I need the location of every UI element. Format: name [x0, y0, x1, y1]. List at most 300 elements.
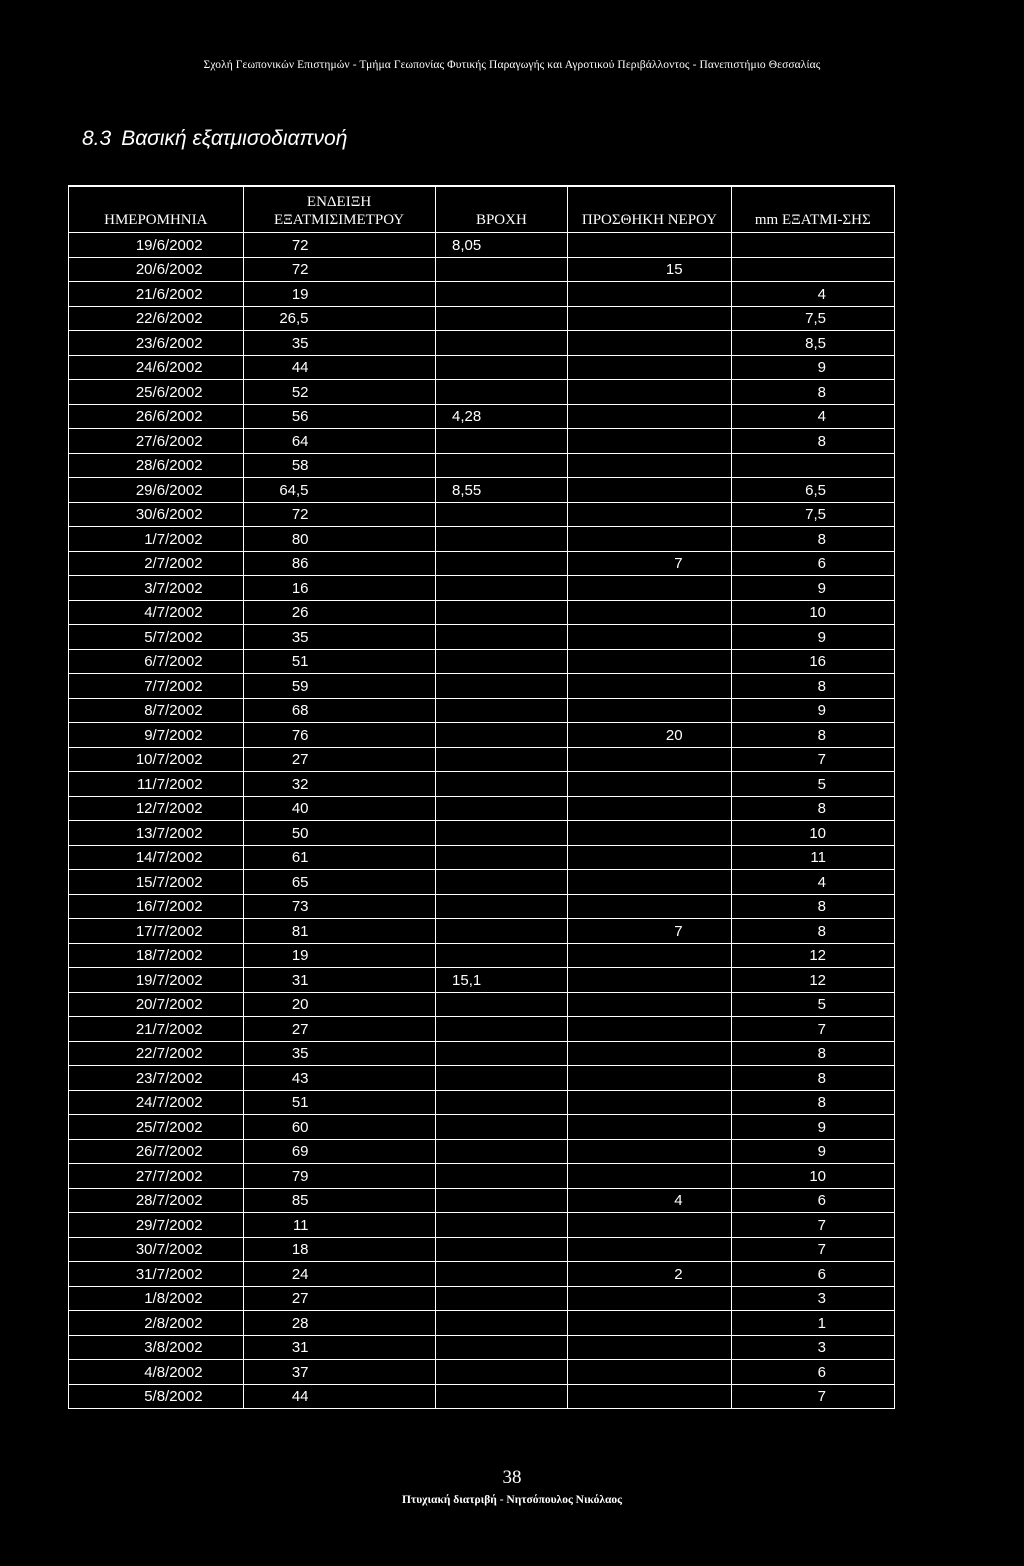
table-row — [69, 747, 895, 772]
evaporation-mm-cell: 4 — [731, 282, 894, 307]
evaporimeter-reading-cell: 51 — [243, 1090, 435, 1115]
evaporation-mm-cell: 6 — [731, 1262, 894, 1287]
rain-cell — [435, 1041, 568, 1066]
evaporation-mm-cell: 7,5 — [731, 502, 894, 527]
date-cell: 25/7/2002 — [69, 1115, 244, 1140]
rain-cell — [435, 698, 568, 723]
rain-cell — [435, 649, 568, 674]
date-cell: 3/8/2002 — [69, 1335, 244, 1360]
evaporimeter-reading-cell: 80 — [243, 527, 435, 552]
date-cell: 11/7/2002 — [69, 772, 244, 797]
evaporimeter-reading-cell: 35 — [243, 1041, 435, 1066]
evaporation-mm-cell: 8 — [731, 674, 894, 699]
table-row — [69, 772, 895, 797]
rain-cell — [435, 894, 568, 919]
evaporation-mm-cell: 9 — [731, 355, 894, 380]
table-row — [69, 306, 895, 331]
evaporation-mm-cell: 9 — [731, 698, 894, 723]
rain-cell — [435, 502, 568, 527]
evaporimeter-reading-cell: 20 — [243, 992, 435, 1017]
date-cell: 15/7/2002 — [69, 870, 244, 895]
table-row — [69, 1164, 895, 1189]
water-added-cell — [568, 870, 731, 895]
table-row — [69, 600, 895, 625]
evaporation-mm-cell: 7 — [731, 747, 894, 772]
water-added-cell — [568, 796, 731, 821]
date-cell: 28/6/2002 — [69, 453, 244, 478]
rain-cell — [435, 1213, 568, 1238]
table-row — [69, 894, 895, 919]
evaporimeter-reading-cell: 28 — [243, 1311, 435, 1336]
rain-cell — [435, 527, 568, 552]
table-row — [69, 943, 895, 968]
evaporation-mm-cell — [731, 257, 894, 282]
date-cell: 4/8/2002 — [69, 1360, 244, 1385]
rain-cell — [435, 576, 568, 601]
evaporimeter-reading-cell: 37 — [243, 1360, 435, 1385]
table-row — [69, 1188, 895, 1213]
water-added-cell — [568, 1335, 731, 1360]
evaporation-mm-cell: 4 — [731, 404, 894, 429]
evaporation-mm-cell: 8 — [731, 919, 894, 944]
evaporimeter-reading-cell: 64 — [243, 429, 435, 454]
table-row — [69, 649, 895, 674]
footer-text: Πτυχιακή διατριβή - Νητσόπουλος Νικόλαος — [401, 1494, 623, 1506]
water-added-cell: 4 — [568, 1188, 731, 1213]
evaporimeter-reading-cell: 16 — [243, 576, 435, 601]
rain-cell — [435, 796, 568, 821]
table-row — [69, 380, 895, 405]
evaporation-mm-cell: 11 — [731, 845, 894, 870]
evaporimeter-reading-cell: 27 — [243, 747, 435, 772]
water-added-cell — [568, 429, 731, 454]
page-number: 38 — [502, 1467, 522, 1488]
evaporimeter-reading-cell: 27 — [243, 1017, 435, 1042]
table-row — [69, 233, 895, 258]
date-cell: 19/6/2002 — [69, 233, 244, 258]
evaporation-mm-cell: 7 — [731, 1237, 894, 1262]
evaporation-mm-cell: 7,5 — [731, 306, 894, 331]
rain-cell: 8,55 — [435, 478, 568, 503]
date-cell: 24/6/2002 — [69, 355, 244, 380]
table-header-row — [69, 186, 895, 233]
date-cell: 12/7/2002 — [69, 796, 244, 821]
evaporation-mm-cell: 9 — [731, 576, 894, 601]
water-added-cell: 20 — [568, 723, 731, 748]
evaporation-mm-cell: 8 — [731, 1041, 894, 1066]
table-row — [69, 429, 895, 454]
water-added-cell — [568, 1384, 731, 1409]
running-header: Σχολή Γεωπονικών Επιστημών - Τμήμα Γεωπονίας Φυτικής Παραγωγής και Αγροτικού Περιβάλλοντος - Πανεπιστήμιο Θεσσαλίας — [203, 59, 821, 71]
date-cell: 22/7/2002 — [69, 1041, 244, 1066]
rain-cell — [435, 1360, 568, 1385]
rain-cell — [435, 1335, 568, 1360]
water-added-cell — [568, 1360, 731, 1385]
evaporation-mm-cell: 1 — [731, 1311, 894, 1336]
rain-cell — [435, 600, 568, 625]
evaporation-mm-cell: 7 — [731, 1213, 894, 1238]
table-row — [69, 992, 895, 1017]
table-row — [69, 527, 895, 552]
evaporimeter-reading-cell: 11 — [243, 1213, 435, 1238]
date-cell: 21/6/2002 — [69, 282, 244, 307]
water-added-cell — [568, 355, 731, 380]
column-header-water-added: ΠΡΟΣΘΗΚΗ ΝΕΡΟΥ — [568, 186, 731, 233]
section-title-text: Βασική εξατμισοδιαπνοή — [121, 127, 348, 150]
table-row — [69, 1017, 895, 1042]
date-cell: 17/7/2002 — [69, 919, 244, 944]
evaporation-mm-cell — [731, 233, 894, 258]
table-row — [69, 502, 895, 527]
rain-cell — [435, 1237, 568, 1262]
evaporation-mm-cell: 5 — [731, 772, 894, 797]
rain-cell — [435, 306, 568, 331]
date-cell: 29/7/2002 — [69, 1213, 244, 1238]
water-added-cell — [568, 1115, 731, 1140]
evaporation-mm-cell: 6,5 — [731, 478, 894, 503]
evaporimeter-reading-cell: 31 — [243, 968, 435, 993]
evaporimeter-reading-cell: 27 — [243, 1286, 435, 1311]
water-added-cell — [568, 1041, 731, 1066]
table-row — [69, 919, 895, 944]
rain-cell — [435, 772, 568, 797]
rain-cell — [435, 1384, 568, 1409]
table-row — [69, 331, 895, 356]
rain-cell — [435, 747, 568, 772]
water-added-cell — [568, 649, 731, 674]
evaporation-mm-cell: 12 — [731, 968, 894, 993]
water-added-cell — [568, 772, 731, 797]
rain-cell — [435, 1017, 568, 1042]
evaporimeter-reading-cell: 61 — [243, 845, 435, 870]
evaporimeter-reading-cell: 40 — [243, 796, 435, 821]
evaporimeter-reading-cell: 35 — [243, 625, 435, 650]
date-cell: 21/7/2002 — [69, 1017, 244, 1042]
water-added-cell: 7 — [568, 551, 731, 576]
date-cell: 24/7/2002 — [69, 1090, 244, 1115]
rain-cell — [435, 625, 568, 650]
rain-cell — [435, 380, 568, 405]
date-cell: 3/7/2002 — [69, 576, 244, 601]
rain-cell — [435, 1139, 568, 1164]
rain-cell — [435, 845, 568, 870]
table-row — [69, 404, 895, 429]
evaporation-mm-cell: 8 — [731, 1066, 894, 1091]
rain-cell — [435, 1164, 568, 1189]
water-added-cell — [568, 1237, 731, 1262]
evaporation-mm-cell: 8 — [731, 894, 894, 919]
evaporation-mm-cell: 8 — [731, 796, 894, 821]
evaporation-mm-cell: 6 — [731, 551, 894, 576]
evaporimeter-reading-cell: 86 — [243, 551, 435, 576]
date-cell: 23/7/2002 — [69, 1066, 244, 1091]
evaporimeter-reading-cell: 26,5 — [243, 306, 435, 331]
table-row — [69, 453, 895, 478]
evaporation-mm-cell — [731, 453, 894, 478]
evaporation-mm-cell: 10 — [731, 821, 894, 846]
evaporation-mm-cell: 7 — [731, 1384, 894, 1409]
rain-cell — [435, 1311, 568, 1336]
date-cell: 27/7/2002 — [69, 1164, 244, 1189]
rain-cell — [435, 821, 568, 846]
column-header-evaporation-mm: mm ΕΞΑΤΜΙ-ΣΗΣ — [731, 186, 894, 233]
date-cell: 31/7/2002 — [69, 1262, 244, 1287]
rain-cell — [435, 1286, 568, 1311]
water-added-cell — [568, 478, 731, 503]
evaporation-mm-cell: 16 — [731, 649, 894, 674]
water-added-cell — [568, 380, 731, 405]
table-row — [69, 355, 895, 380]
water-added-cell — [568, 331, 731, 356]
water-added-cell — [568, 1090, 731, 1115]
evaporimeter-reading-cell: 26 — [243, 600, 435, 625]
table-row — [69, 674, 895, 699]
date-cell: 8/7/2002 — [69, 698, 244, 723]
table-row — [69, 796, 895, 821]
water-added-cell — [568, 1139, 731, 1164]
water-added-cell — [568, 1213, 731, 1238]
evaporimeter-reading-cell: 65 — [243, 870, 435, 895]
date-cell: 10/7/2002 — [69, 747, 244, 772]
evaporimeter-reading-cell: 85 — [243, 1188, 435, 1213]
date-cell: 23/6/2002 — [69, 331, 244, 356]
evaporimeter-reading-cell: 73 — [243, 894, 435, 919]
date-cell: 28/7/2002 — [69, 1188, 244, 1213]
date-cell: 22/6/2002 — [69, 306, 244, 331]
date-cell: 1/7/2002 — [69, 527, 244, 552]
evaporimeter-reading-cell: 79 — [243, 1164, 435, 1189]
table-row — [69, 1237, 895, 1262]
table-row — [69, 821, 895, 846]
evaporation-mm-cell: 10 — [731, 1164, 894, 1189]
table-row — [69, 698, 895, 723]
rain-cell — [435, 551, 568, 576]
date-cell: 18/7/2002 — [69, 943, 244, 968]
evaporimeter-reading-cell: 68 — [243, 698, 435, 723]
rain-cell — [435, 870, 568, 895]
column-header-evaporimeter-reading: ΕΝΔΕΙΞΗ ΕΞΑΤΜΙΣΙΜΕΤΡΟΥ — [243, 186, 435, 233]
water-added-cell — [568, 600, 731, 625]
date-cell: 20/7/2002 — [69, 992, 244, 1017]
date-cell: 7/7/2002 — [69, 674, 244, 699]
water-added-cell — [568, 625, 731, 650]
date-cell: 30/6/2002 — [69, 502, 244, 527]
evaporation-mm-cell: 3 — [731, 1286, 894, 1311]
table-row — [69, 1311, 895, 1336]
rain-cell — [435, 1066, 568, 1091]
water-added-cell — [568, 1066, 731, 1091]
rain-cell — [435, 429, 568, 454]
table-row — [69, 478, 895, 503]
evaporation-mm-cell: 5 — [731, 992, 894, 1017]
table-row — [69, 845, 895, 870]
date-cell: 1/8/2002 — [69, 1286, 244, 1311]
water-added-cell — [568, 576, 731, 601]
date-cell: 19/7/2002 — [69, 968, 244, 993]
section-title — [82, 127, 347, 151]
table-body — [69, 233, 895, 1409]
rain-cell — [435, 1090, 568, 1115]
evaporimeter-reading-cell: 51 — [243, 649, 435, 674]
evaporation-mm-cell: 8 — [731, 1090, 894, 1115]
table-row — [69, 1335, 895, 1360]
evaporimeter-reading-cell: 76 — [243, 723, 435, 748]
date-cell: 2/8/2002 — [69, 1311, 244, 1336]
rain-cell — [435, 674, 568, 699]
date-cell: 6/7/2002 — [69, 649, 244, 674]
rain-cell — [435, 1115, 568, 1140]
date-cell: 16/7/2002 — [69, 894, 244, 919]
water-added-cell — [568, 674, 731, 699]
evaporation-mm-cell: 8 — [731, 429, 894, 454]
evaporimeter-reading-cell: 69 — [243, 1139, 435, 1164]
water-added-cell: 2 — [568, 1262, 731, 1287]
evaporimeter-reading-cell: 60 — [243, 1115, 435, 1140]
water-added-cell — [568, 894, 731, 919]
evaporimeter-reading-cell: 72 — [243, 502, 435, 527]
evaporimeter-reading-cell: 81 — [243, 919, 435, 944]
water-added-cell — [568, 282, 731, 307]
water-added-cell — [568, 453, 731, 478]
evaporation-mm-cell: 8 — [731, 527, 894, 552]
water-added-cell — [568, 1164, 731, 1189]
column-header-date: ΗΜΕΡΟΜΗΝΙΑ — [69, 186, 244, 233]
table-row — [69, 625, 895, 650]
section-number: 8.3 — [82, 127, 112, 150]
table-row — [69, 1360, 895, 1385]
rain-cell: 15,1 — [435, 968, 568, 993]
table-row — [69, 1139, 895, 1164]
evaporimeter-reading-cell: 56 — [243, 404, 435, 429]
evaporimeter-reading-cell: 18 — [243, 1237, 435, 1262]
rain-cell — [435, 331, 568, 356]
water-added-cell — [568, 698, 731, 723]
date-cell: 30/7/2002 — [69, 1237, 244, 1262]
water-added-cell — [568, 502, 731, 527]
evaporation-mm-cell: 9 — [731, 1115, 894, 1140]
table-row — [69, 1090, 895, 1115]
water-added-cell — [568, 404, 731, 429]
table-row — [69, 1384, 895, 1409]
evaporimeter-reading-cell: 35 — [243, 331, 435, 356]
column-header-rain: ΒΡΟΧΗ — [435, 186, 568, 233]
evaporation-mm-cell: 12 — [731, 943, 894, 968]
date-cell: 5/7/2002 — [69, 625, 244, 650]
date-cell: 26/6/2002 — [69, 404, 244, 429]
date-cell: 20/6/2002 — [69, 257, 244, 282]
rain-cell — [435, 943, 568, 968]
rain-cell — [435, 1188, 568, 1213]
rain-cell: 8,05 — [435, 233, 568, 258]
water-added-cell — [568, 233, 731, 258]
table-row — [69, 1041, 895, 1066]
date-cell: 9/7/2002 — [69, 723, 244, 748]
rain-cell — [435, 257, 568, 282]
evaporimeter-reading-cell: 58 — [243, 453, 435, 478]
water-added-cell — [568, 1311, 731, 1336]
rain-cell — [435, 453, 568, 478]
rain-cell — [435, 355, 568, 380]
water-added-cell — [568, 747, 731, 772]
evaporation-mm-cell: 9 — [731, 1139, 894, 1164]
date-cell: 13/7/2002 — [69, 821, 244, 846]
evaporation-mm-cell: 9 — [731, 625, 894, 650]
date-cell: 4/7/2002 — [69, 600, 244, 625]
evaporation-mm-cell: 6 — [731, 1188, 894, 1213]
rain-cell — [435, 723, 568, 748]
evaporimeter-reading-cell: 44 — [243, 355, 435, 380]
evaporation-mm-cell: 4 — [731, 870, 894, 895]
evaporimeter-reading-cell: 59 — [243, 674, 435, 699]
date-cell: 14/7/2002 — [69, 845, 244, 870]
evaporimeter-reading-cell: 19 — [243, 282, 435, 307]
evaporimeter-reading-cell: 72 — [243, 257, 435, 282]
evaporimeter-reading-cell: 24 — [243, 1262, 435, 1287]
evaporation-mm-cell: 6 — [731, 1360, 894, 1385]
table-row — [69, 257, 895, 282]
water-added-cell — [568, 1286, 731, 1311]
water-added-cell — [568, 306, 731, 331]
evaporimeter-reading-cell: 44 — [243, 1384, 435, 1409]
evaporimeter-reading-cell: 31 — [243, 1335, 435, 1360]
table-row — [69, 723, 895, 748]
table-row — [69, 551, 895, 576]
date-cell: 25/6/2002 — [69, 380, 244, 405]
water-added-cell — [568, 992, 731, 1017]
date-cell: 27/6/2002 — [69, 429, 244, 454]
table-row — [69, 968, 895, 993]
date-cell: 26/7/2002 — [69, 1139, 244, 1164]
water-added-cell: 15 — [568, 257, 731, 282]
rain-cell — [435, 992, 568, 1017]
table-row — [69, 1262, 895, 1287]
evaporation-mm-cell: 3 — [731, 1335, 894, 1360]
evaporimeter-reading-cell: 72 — [243, 233, 435, 258]
water-added-cell — [568, 968, 731, 993]
date-cell: 2/7/2002 — [69, 551, 244, 576]
water-added-cell — [568, 821, 731, 846]
table-row — [69, 576, 895, 601]
date-cell: 5/8/2002 — [69, 1384, 244, 1409]
rain-cell — [435, 919, 568, 944]
evaporation-mm-cell: 10 — [731, 600, 894, 625]
water-added-cell — [568, 845, 731, 870]
table-row — [69, 1286, 895, 1311]
evaporation-table — [68, 185, 895, 1409]
date-cell: 29/6/2002 — [69, 478, 244, 503]
table-row — [69, 1213, 895, 1238]
evaporimeter-reading-cell: 43 — [243, 1066, 435, 1091]
water-added-cell — [568, 1017, 731, 1042]
evaporimeter-reading-cell: 32 — [243, 772, 435, 797]
evaporation-mm-cell: 8 — [731, 723, 894, 748]
table-row — [69, 870, 895, 895]
evaporation-mm-cell: 8 — [731, 380, 894, 405]
evaporimeter-reading-cell: 19 — [243, 943, 435, 968]
water-added-cell: 7 — [568, 919, 731, 944]
evaporation-mm-cell: 8,5 — [731, 331, 894, 356]
table-row — [69, 1066, 895, 1091]
evaporation-mm-cell: 7 — [731, 1017, 894, 1042]
water-added-cell — [568, 943, 731, 968]
evaporimeter-reading-cell: 52 — [243, 380, 435, 405]
evaporimeter-reading-cell: 64,5 — [243, 478, 435, 503]
rain-cell: 4,28 — [435, 404, 568, 429]
rain-cell — [435, 1262, 568, 1287]
water-added-cell — [568, 527, 731, 552]
table-row — [69, 282, 895, 307]
rain-cell — [435, 282, 568, 307]
